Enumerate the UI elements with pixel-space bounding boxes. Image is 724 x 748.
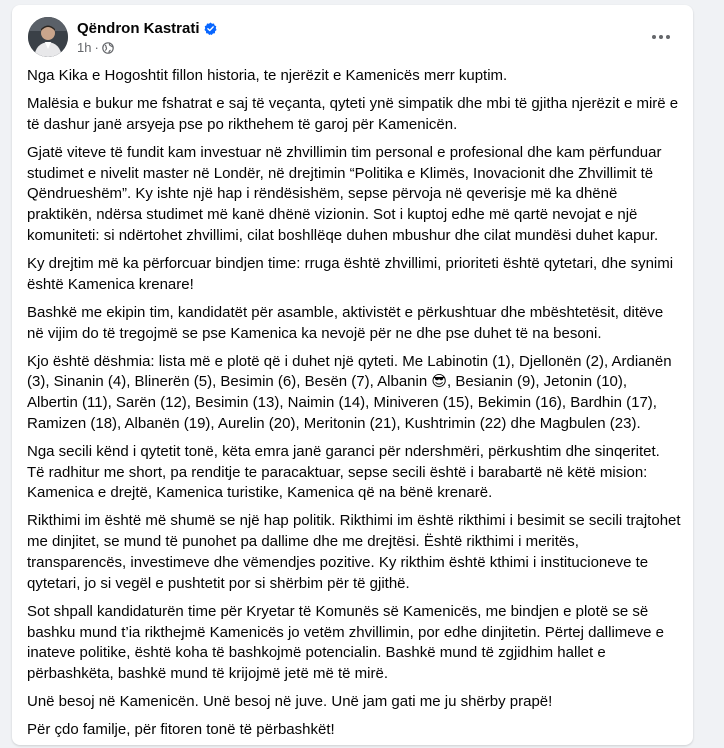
more-options-icon [652,35,656,39]
post-paragraph: Gjatë viteve të fundit kam investuar në zhvillimin tim personal e profesional dhe kam përfunduar studimet e nivelit master në Londër, në drejtimin “Politika e Klimës, Inovacionit dhe Zhvillimit të Qëndrueshëm”. Ky ishte një hap i rëndësishëm, sepse përvoja në qeverisje më ka dhënë praktikën, ndërsa studimet më kanë dhënë vizionin. Sot i kuptoj edhe më qartë nevojat e një komuniteti: si ndërtohet zhvillimi, cilat boshllëqe duhen mbushur dhe cilat mundësi duhet kapur. [27,143,662,244]
post-header [28,17,217,57]
post-paragraph: Nga secili kënd i qytetit tonë, këta emra janë garanci për ndershmëri, përkushtim dhe sinqeritet. Të radhitur me short, pa renditje te paracaktuar, sepse secili është i barabartë në këtë mision: Kamenica e drejtë, Kamenica turistike, Kamenica që na bënë krenarë. [27,442,660,502]
more-options-button[interactable] [643,23,679,51]
post-paragraph: Unë besoj në Kamenicën. Unë besoj në juve. Unë jam gati me ju shërby prapë! [27,693,553,711]
post-paragraph: Për çdo familje, për fitoren tonë të përbashkët! [27,721,335,739]
separator-dot: · [94,39,99,55]
post-timestamp[interactable]: 1h [77,39,92,55]
post-paragraph: Bashkë me ekipin tim, kandidatët për asamble, aktivistët e përkushtuar dhe mbështetësit, ditëve në vijim do të tregojmë se pse Kamenica ka nevojë për ne dhe pse duhet të na besoni. [27,303,664,342]
post-meta [77,19,217,56]
post-paragraph: Kjo është dëshmia: lista më e plotë që i duhet një qyteti. Me Labinotin (1), Djellonën (2), Ardianën (3), Sinanin (4), Blinerën (5), Besimin (6), Besën (7), Albanin 😎, Besianin (9), Jetonin (10), Albertin (11), Sarën (12), Besimin (13), Naimin (14), Miniveren (15), Bekimin (16), Bardhin (17), Ramizen (18), Albanën (19), Aurelin (20), Meritonin (21), Kushtrimin (22) dhe Magbulen (23). [27,352,672,432]
post-paragraph: Rikthimi im është më shumë se një hap politik. Rikthimi im është rikthimi i besimit se secili trajtohet me dinjitet, se mund të punohet pa dallime dhe me drejtësi. Është rikthimi i meritës, transparencës, investimeve dhe vëmendjes pozitive. Ky rikthim është kthimi i institucioneve te qytetari, jo si vegël e pushtetit por si shërbim për të gjithë. [27,512,681,592]
post-paragraph: Nga Kika e Hogoshtit fillon historia, te njerëzit e Kamenicës merr kuptim. [27,67,508,84]
avatar-image [28,17,68,57]
post-card [12,5,693,745]
post-paragraph: Ky drejtim më ka përforcuar bindjen time: rruga është zhvillimi, prioriteti është qytetari, dhe synimi është Kamenica krenare! [27,254,674,293]
verified-badge-icon [204,22,217,35]
avatar[interactable] [28,17,68,57]
author-name[interactable]: Qëndron Kastrati [77,19,200,37]
author-row [77,19,217,38]
post-body [27,66,681,748]
post-paragraph: Malësia e bukur me fshatrat e saj të veçanta, qyteti ynë simpatik dhe mbi të gjitha njerëzit e mirë e të dashur janë arsyeja pse po rikthehem të garoj për Kamenicën. [27,94,679,133]
timestamp-row [77,40,217,56]
post-paragraph: Sot shpall kandidaturën time për Kryetar të Komunës së Kamenicës, me bindjen e plotë se së bashku mund t’ia rikthejmë Kamenicës jo vetëm zhvillimin, por edhe dinjitetin. Përtej dallimeve e inateve politike, është koha të bashkojmë potencialin. Bashkë mund të zgjidhim hallet e përbashkëta, bashkë mund të krijojmë jetë më të mirë. [27,602,664,683]
globe-icon[interactable] [102,42,114,54]
